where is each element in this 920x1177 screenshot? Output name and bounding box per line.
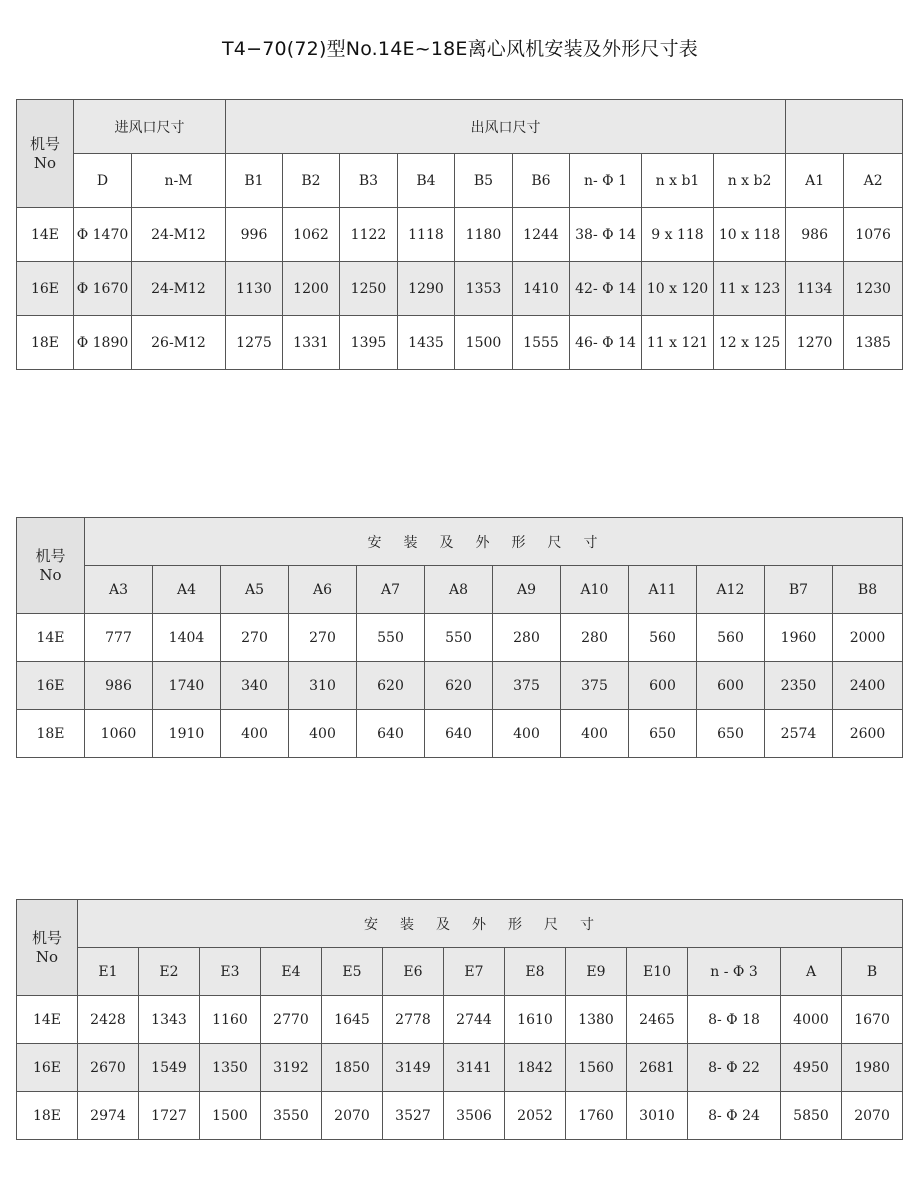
column-header: E9 — [566, 948, 627, 996]
table-cell: 26-M12 — [132, 316, 226, 370]
outlet-dimension-group-header: 出风口尺寸 — [226, 100, 786, 154]
table-cell: 1130 — [226, 262, 283, 316]
table-cell: 2670 — [78, 1044, 139, 1092]
table-cell: 1343 — [139, 996, 200, 1044]
table-cell: 1500 — [455, 316, 513, 370]
table-cell: 9 x 118 — [642, 208, 714, 262]
column-header: B8 — [833, 566, 903, 614]
table-cell: 600 — [629, 662, 697, 710]
column-header: B4 — [398, 154, 455, 208]
table-cell: 600 — [697, 662, 765, 710]
table-cell: 5850 — [781, 1092, 842, 1140]
table-cell: 2350 — [765, 662, 833, 710]
table-cell: 650 — [697, 710, 765, 758]
table-cell: 1960 — [765, 614, 833, 662]
column-header: A2 — [844, 154, 903, 208]
column-header: B5 — [455, 154, 513, 208]
installation-dimension-group-header: 安装及外形尺寸 — [85, 518, 903, 566]
table-cell: 2770 — [261, 996, 322, 1044]
column-header: A3 — [85, 566, 153, 614]
table-cell: 270 — [221, 614, 289, 662]
table-cell: 1200 — [283, 262, 340, 316]
table-cell: 986 — [786, 208, 844, 262]
inlet-outlet-dimension-table — [16, 99, 903, 370]
table-cell: 3010 — [627, 1092, 688, 1140]
machine-number-cell: 14E — [17, 614, 85, 662]
table-cell: 11 x 121 — [642, 316, 714, 370]
table-cell: 42- Φ 14 — [570, 262, 642, 316]
table-cell: 1645 — [322, 996, 383, 1044]
table-cell: 560 — [629, 614, 697, 662]
column-header-row — [17, 154, 903, 208]
table-row — [17, 208, 903, 262]
table-cell: 375 — [561, 662, 629, 710]
table-cell: 1290 — [398, 262, 455, 316]
table-cell: 1331 — [283, 316, 340, 370]
table-cell: 1500 — [200, 1092, 261, 1140]
table-cell: 1250 — [340, 262, 398, 316]
machine-number-label: 机号 — [31, 928, 62, 947]
table-cell: 2681 — [627, 1044, 688, 1092]
table-cell: 400 — [289, 710, 357, 758]
table-cell: 310 — [289, 662, 357, 710]
table-cell: 1180 — [455, 208, 513, 262]
table-cell: 560 — [697, 614, 765, 662]
column-header: B1 — [226, 154, 283, 208]
column-header: n-M — [132, 154, 226, 208]
table-cell: 1842 — [505, 1044, 566, 1092]
table-row — [17, 1092, 903, 1140]
table-cell: 1727 — [139, 1092, 200, 1140]
table-cell: 4000 — [781, 996, 842, 1044]
table-cell: 24-M12 — [132, 208, 226, 262]
inlet-dimension-group-header: 进风口尺寸 — [74, 100, 226, 154]
machine-number-cell: 16E — [17, 262, 74, 316]
table-cell: 2428 — [78, 996, 139, 1044]
table-cell: 640 — [425, 710, 493, 758]
machine-number-label: 机号 — [29, 134, 60, 153]
column-header: E2 — [139, 948, 200, 996]
table-cell: 3192 — [261, 1044, 322, 1092]
table-cell: 46- Φ 14 — [570, 316, 642, 370]
table-cell: 340 — [221, 662, 289, 710]
table-cell: 1560 — [566, 1044, 627, 1092]
table-cell: 8- Φ 24 — [688, 1092, 781, 1140]
installation-dimension-table-b — [16, 899, 903, 1140]
table-cell: 2052 — [505, 1092, 566, 1140]
table-cell: 4950 — [781, 1044, 842, 1092]
table-row — [17, 262, 903, 316]
column-header: n- Φ 1 — [570, 154, 642, 208]
machine-number-label: 机号 — [35, 546, 66, 565]
table-cell: 986 — [85, 662, 153, 710]
column-header: A8 — [425, 566, 493, 614]
column-header: B2 — [283, 154, 340, 208]
table-cell: 1670 — [842, 996, 903, 1044]
table-cell: 38- Φ 14 — [570, 208, 642, 262]
table-cell: 1395 — [340, 316, 398, 370]
table-row — [17, 614, 903, 662]
table-cell: 3141 — [444, 1044, 505, 1092]
machine-number-header — [17, 900, 78, 996]
table-cell: 3149 — [383, 1044, 444, 1092]
column-header: E8 — [505, 948, 566, 996]
table-cell: 550 — [425, 614, 493, 662]
table-cell: 1134 — [786, 262, 844, 316]
table-cell: 1062 — [283, 208, 340, 262]
table-cell: 650 — [629, 710, 697, 758]
table-cell: 3527 — [383, 1092, 444, 1140]
column-header: A12 — [697, 566, 765, 614]
column-header: B7 — [765, 566, 833, 614]
table-cell: 2070 — [322, 1092, 383, 1140]
table-cell: 550 — [357, 614, 425, 662]
table-row — [17, 710, 903, 758]
machine-number-label-en: No — [39, 565, 62, 584]
table-cell: 996 — [226, 208, 283, 262]
table-cell: 620 — [425, 662, 493, 710]
table-cell: 1385 — [844, 316, 903, 370]
table-cell: 1230 — [844, 262, 903, 316]
table-cell: 2974 — [78, 1092, 139, 1140]
column-header: E5 — [322, 948, 383, 996]
column-header: E10 — [627, 948, 688, 996]
table-cell: 1760 — [566, 1092, 627, 1140]
column-header: E7 — [444, 948, 505, 996]
table-row — [17, 996, 903, 1044]
table-cell: 1353 — [455, 262, 513, 316]
machine-number-cell: 14E — [17, 208, 74, 262]
table-cell: 1270 — [786, 316, 844, 370]
table-cell: 1244 — [513, 208, 570, 262]
table-cell: 1610 — [505, 996, 566, 1044]
table-cell: 2778 — [383, 996, 444, 1044]
column-header: A — [781, 948, 842, 996]
table-cell: 400 — [221, 710, 289, 758]
machine-number-cell: 18E — [17, 316, 74, 370]
table-cell: 3550 — [261, 1092, 322, 1140]
table-cell: 1850 — [322, 1044, 383, 1092]
column-header: n x b2 — [714, 154, 786, 208]
column-header: B6 — [513, 154, 570, 208]
table-cell: 2600 — [833, 710, 903, 758]
machine-number-header — [17, 518, 85, 614]
column-header: A11 — [629, 566, 697, 614]
table-cell: 1380 — [566, 996, 627, 1044]
table-cell: 2070 — [842, 1092, 903, 1140]
table-row — [17, 1044, 903, 1092]
table-cell: 1740 — [153, 662, 221, 710]
column-header: A1 — [786, 154, 844, 208]
column-header: A10 — [561, 566, 629, 614]
table-cell: Φ 1670 — [74, 262, 132, 316]
installation-dimension-group-header: 安装及外形尺寸 — [78, 900, 903, 948]
table-cell: 1275 — [226, 316, 283, 370]
table-cell: 620 — [357, 662, 425, 710]
machine-number-cell: 16E — [17, 662, 85, 710]
machine-number-cell: 18E — [17, 710, 85, 758]
table-cell: 640 — [357, 710, 425, 758]
table-cell: 1060 — [85, 710, 153, 758]
installation-dimension-table-a — [16, 517, 903, 758]
table-cell: 1404 — [153, 614, 221, 662]
machine-number-cell: 14E — [17, 996, 78, 1044]
table-cell: 280 — [561, 614, 629, 662]
table-cell: 3506 — [444, 1092, 505, 1140]
table-row — [17, 662, 903, 710]
column-header: n - Φ 3 — [688, 948, 781, 996]
column-header: A6 — [289, 566, 357, 614]
table-cell: 2465 — [627, 996, 688, 1044]
table-cell: Φ 1890 — [74, 316, 132, 370]
table-cell: 1980 — [842, 1044, 903, 1092]
machine-number-label-en: No — [35, 947, 59, 966]
table-cell: 1350 — [200, 1044, 261, 1092]
table-cell: 24-M12 — [132, 262, 226, 316]
table-cell: 2574 — [765, 710, 833, 758]
table-cell: 777 — [85, 614, 153, 662]
table-cell: 1122 — [340, 208, 398, 262]
column-header: E3 — [200, 948, 261, 996]
table-cell: 12 x 125 — [714, 316, 786, 370]
table-cell: 270 — [289, 614, 357, 662]
column-header: B — [842, 948, 903, 996]
column-header: E4 — [261, 948, 322, 996]
column-header-row — [17, 948, 903, 996]
machine-number-header — [17, 100, 74, 208]
table-cell: 11 x 123 — [714, 262, 786, 316]
column-header-row — [17, 566, 903, 614]
table-cell: 280 — [493, 614, 561, 662]
table-cell: 400 — [561, 710, 629, 758]
column-header: E1 — [78, 948, 139, 996]
table-cell: 1410 — [513, 262, 570, 316]
table-cell: 1118 — [398, 208, 455, 262]
table-cell: 1549 — [139, 1044, 200, 1092]
column-header: A4 — [153, 566, 221, 614]
column-header: D — [74, 154, 132, 208]
table-cell: 1435 — [398, 316, 455, 370]
table-cell: 375 — [493, 662, 561, 710]
column-header: A9 — [493, 566, 561, 614]
table-cell: 10 x 120 — [642, 262, 714, 316]
column-header: B3 — [340, 154, 398, 208]
table-cell: 1076 — [844, 208, 903, 262]
table-cell: 2744 — [444, 996, 505, 1044]
table-cell: 1160 — [200, 996, 261, 1044]
table-cell: 8- Φ 22 — [688, 1044, 781, 1092]
table-cell: 1555 — [513, 316, 570, 370]
table-cell: 8- Φ 18 — [688, 996, 781, 1044]
table-cell: 1910 — [153, 710, 221, 758]
table-cell: Φ 1470 — [74, 208, 132, 262]
table-row — [17, 316, 903, 370]
column-header: E6 — [383, 948, 444, 996]
table-cell: 2400 — [833, 662, 903, 710]
column-header: A7 — [357, 566, 425, 614]
table-cell: 10 x 118 — [714, 208, 786, 262]
column-header: A5 — [221, 566, 289, 614]
blank-group-header — [786, 100, 903, 154]
machine-number-cell: 18E — [17, 1092, 78, 1140]
machine-number-label-en: No — [33, 153, 57, 172]
machine-number-cell: 16E — [17, 1044, 78, 1092]
table-cell: 2000 — [833, 614, 903, 662]
page-title: T4−70(72)型No.14E~18E离心风机安装及外形尺寸表 — [221, 38, 699, 60]
table-cell: 400 — [493, 710, 561, 758]
column-header: n x b1 — [642, 154, 714, 208]
